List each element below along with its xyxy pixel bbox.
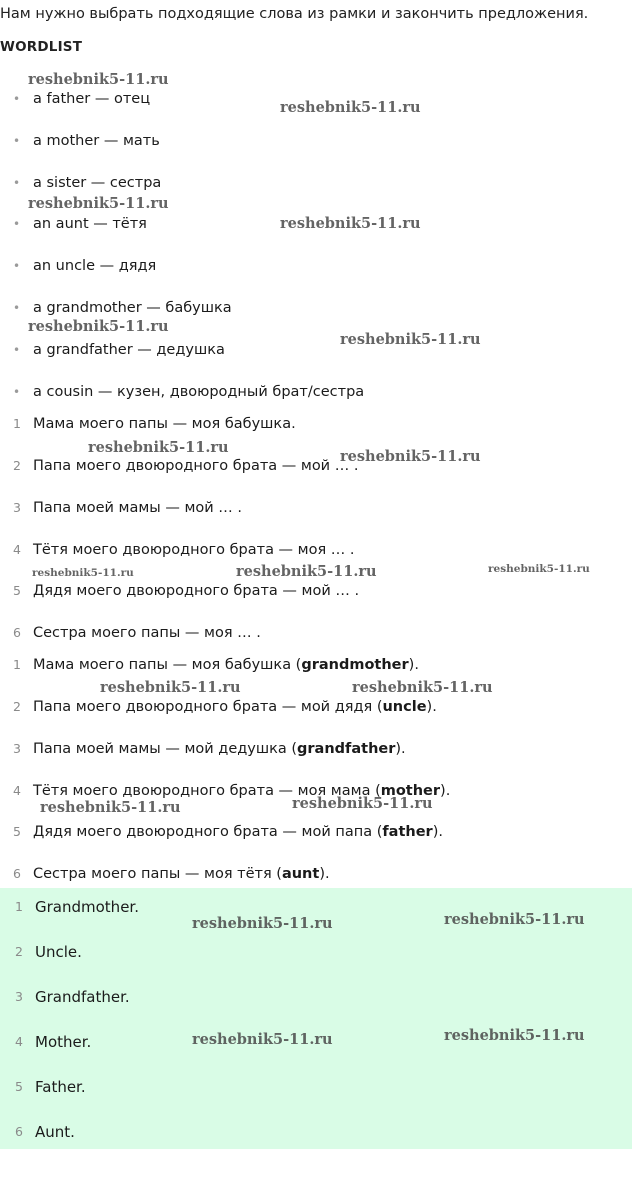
- exercise-text: Дядя моего двоюродного брата — мой … .: [33, 583, 360, 599]
- wordlist-item-text: a father — отец: [33, 91, 151, 107]
- answer-word: father: [382, 824, 433, 840]
- item-number: 5: [13, 583, 21, 598]
- watermark: reshebnik5-11.ru: [236, 563, 377, 580]
- watermark: reshebnik5-11.ru: [40, 799, 181, 816]
- watermark: reshebnik5-11.ru: [280, 215, 421, 232]
- answer-text: Mother.: [35, 1033, 92, 1051]
- exercise-text: Тётя моего двоюродного брата — моя … .: [33, 542, 355, 558]
- answer-word: aunt: [281, 866, 320, 882]
- wordlist-item-text: a sister — сестра: [33, 175, 162, 191]
- item-number: 5: [13, 824, 21, 839]
- watermark: reshebnik5-11.ru: [340, 448, 481, 465]
- answer-text: Aunt.: [35, 1123, 75, 1141]
- item-number: 3: [13, 741, 21, 756]
- item-number: 6: [13, 625, 21, 640]
- item-number: 5: [15, 1079, 23, 1094]
- intro-text: Нам нужно выбрать подходящие слова из рамки и закончить предложения.: [0, 6, 589, 22]
- wordlist-heading: WORDLIST: [0, 39, 83, 55]
- item-number: 1: [13, 657, 21, 672]
- watermark: reshebnik5-11.ru: [28, 318, 169, 335]
- item-number: 1: [15, 899, 23, 914]
- completed-text: Сестра моего папы — моя тётя (aunt).: [33, 866, 330, 882]
- watermark: reshebnik5-11.ru: [28, 195, 169, 212]
- bullet-icon: •: [13, 92, 21, 106]
- bullet-icon: •: [13, 385, 21, 399]
- answer-text: Grandfather.: [35, 988, 130, 1006]
- item-number: 3: [13, 500, 21, 515]
- exercise-text: Папа моего двоюродного брата — мой … .: [33, 458, 359, 474]
- answer-word: mother: [380, 783, 441, 799]
- item-number: 3: [15, 989, 23, 1004]
- watermark: reshebnik5-11.ru: [292, 795, 433, 812]
- wordlist-item-text: an uncle — дядя: [33, 258, 157, 274]
- answer-text: Uncle.: [35, 943, 82, 961]
- item-number: 4: [13, 783, 21, 798]
- completed-text: Папа моего двоюродного брата — мой дядя (uncle).: [33, 699, 437, 715]
- wordlist-item-text: a cousin — кузен, двоюродный брат/сестра: [33, 384, 365, 400]
- answer-text: Grandmother.: [35, 898, 139, 916]
- watermark: reshebnik5-11.ru: [192, 1031, 333, 1048]
- watermark: reshebnik5-11.ru: [444, 1027, 585, 1044]
- wordlist-item-text: a mother — мать: [33, 133, 160, 149]
- watermark: reshebnik5-11.ru: [352, 679, 493, 696]
- bullet-icon: •: [13, 176, 21, 190]
- bullet-icon: •: [13, 217, 21, 231]
- answer-text: Father.: [35, 1078, 86, 1096]
- completed-text: Дядя моего двоюродного брата — мой папа (father).: [33, 824, 443, 840]
- answer-word: uncle: [382, 699, 427, 715]
- watermark: reshebnik5-11.ru: [28, 71, 169, 88]
- item-number: 6: [15, 1124, 23, 1139]
- wordlist-item-text: an aunt — тётя: [33, 216, 147, 232]
- bullet-icon: •: [13, 259, 21, 273]
- answer-word: grandmother: [301, 657, 409, 673]
- completed-text: Папа моей мамы — мой дедушка (grandfather).: [33, 741, 406, 757]
- watermark: reshebnik5-11.ru: [88, 439, 229, 456]
- item-number: 4: [15, 1034, 23, 1049]
- watermark: reshebnik5-11.ru: [280, 99, 421, 116]
- item-number: 4: [13, 542, 21, 557]
- completed-text: Мама моего папы — моя бабушка (grandmother).: [33, 657, 419, 673]
- item-number: 2: [13, 699, 21, 714]
- exercise-text: Мама моего папы — моя бабушка.: [33, 416, 296, 432]
- wordlist-item-text: a grandmother — бабушка: [33, 300, 232, 316]
- bullet-icon: •: [13, 343, 21, 357]
- exercise-text: Папа моей мамы — мой … .: [33, 500, 243, 516]
- bullet-icon: •: [13, 301, 21, 315]
- answer-word: grandfather: [297, 741, 396, 757]
- item-number: 6: [13, 866, 21, 881]
- wordlist-item-text: a grandfather — дедушка: [33, 342, 225, 358]
- watermark: reshebnik5-11.ru: [340, 331, 481, 348]
- watermark: reshebnik5-11.ru: [32, 567, 134, 579]
- watermark: reshebnik5-11.ru: [100, 679, 241, 696]
- bullet-icon: •: [13, 134, 21, 148]
- item-number: 1: [13, 416, 21, 431]
- watermark: reshebnik5-11.ru: [192, 915, 333, 932]
- item-number: 2: [15, 944, 23, 959]
- watermark: reshebnik5-11.ru: [488, 563, 590, 575]
- watermark: reshebnik5-11.ru: [444, 911, 585, 928]
- exercise-text: Сестра моего папы — моя … .: [33, 625, 261, 641]
- completed-text: Тётя моего двоюродного брата — моя мама (mother).: [33, 783, 451, 799]
- item-number: 2: [13, 458, 21, 473]
